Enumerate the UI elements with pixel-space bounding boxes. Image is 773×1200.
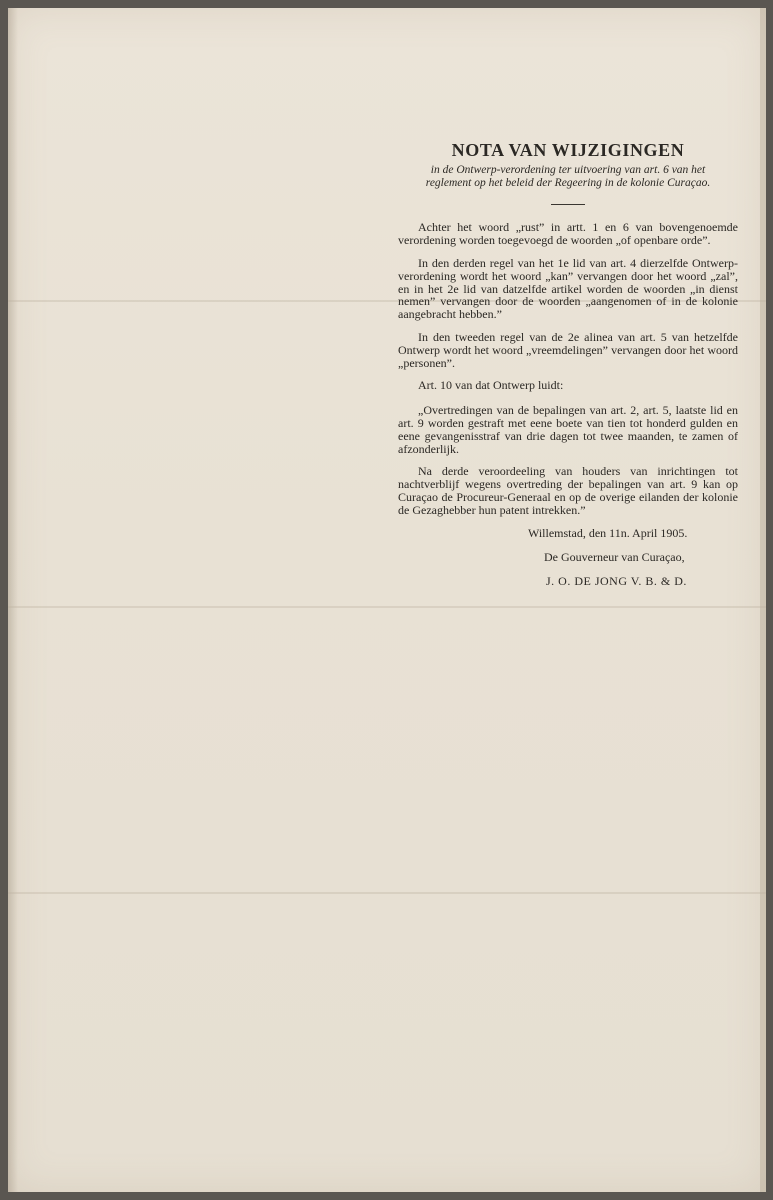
- title-divider: [551, 204, 585, 205]
- paper-fold-line: [8, 892, 766, 894]
- text-column: [398, 140, 738, 588]
- document-subtitle-line-1: in de Ontwerp-verordening ter uitvoering van art. 6 van het: [430, 164, 706, 176]
- paragraph-1: Achter het woord „rust” in artt. 1 en 6 van bovengenoemde verordening worden toegevoegd de woorden „of openbare orde”.: [398, 220, 738, 248]
- paragraph-4: Art. 10 van dat Ontwerp luidt:: [418, 378, 564, 393]
- document-page: [8, 8, 766, 1192]
- paragraph-6: Na derde veroordeeling van houders van inrichtingen tot nachtverblijf wegens overtreding der bepalingen van art. 9 kan op Curaçao de Procureur-Generaal en op de overige eilanden der kolonie de Gezaghebber hun patent intrekken.”: [398, 464, 738, 517]
- document-subtitle-line-2: reglement op het beleid der Regeering in de kolonie Curaçao.: [425, 177, 711, 189]
- signature: J. O. DE JONG V. B. & D.: [546, 573, 687, 588]
- page-spine-shadow: [8, 8, 18, 1192]
- paragraph-2: In den derden regel van het 1e lid van art. 4 dierzelfde Ontwerp-verordening wordt het woord „kan” vervangen door het woord „zal”, en in het 2e lid van datzelfde artikel worden de woorden „in dienst nemen” vervangen door de woorden „aangenomen of in de kolonie aangebracht hebben.”: [398, 255, 738, 322]
- document-title: NOTA VAN WIJZIGINGEN: [451, 140, 685, 160]
- paragraph-3: In den tweeden regel van de 2e alinea van art. 5 van hetzelfde Ontwerp wordt het woord „vreemdelingen” vervangen door het woord „personen”.: [398, 329, 738, 370]
- paragraph-5: „Overtredingen van de bepalingen van art. 2, art. 5, laatste lid en art. 9 worden gestraft met eene boete van tien tot honderd gulden en eene gevangenisstraf van drie dagen tot twee maanden, te zamen of afzonderlijk.: [398, 403, 738, 456]
- paper-fold-line: [8, 606, 766, 608]
- governor-line: De Gouverneur van Curaçao,: [544, 549, 685, 564]
- date-line: Willemstad, den 11n. April 1905.: [528, 525, 688, 540]
- page-right-edge: [760, 8, 766, 1192]
